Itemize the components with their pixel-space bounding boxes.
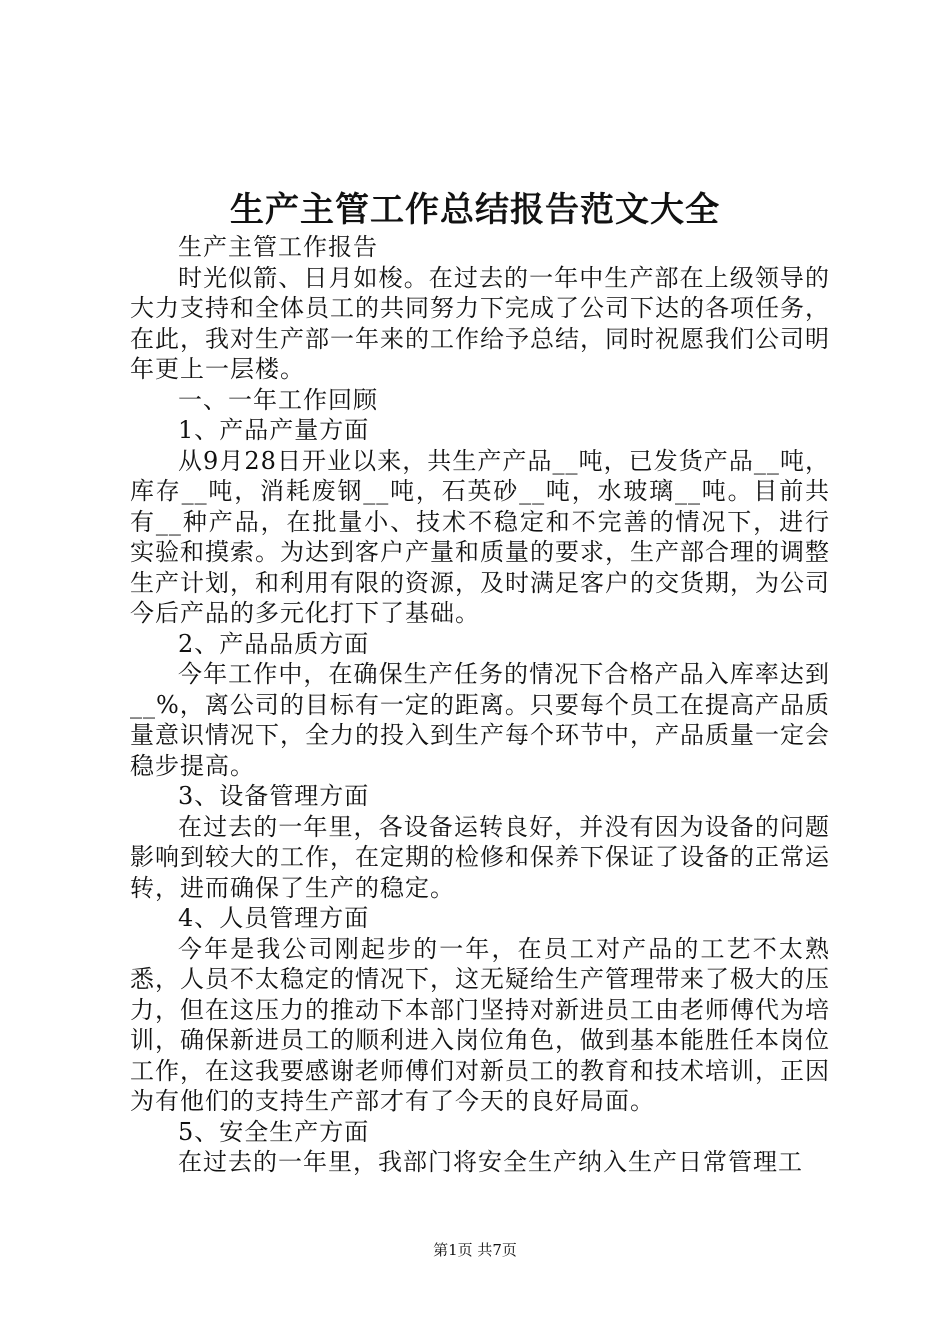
- page-footer: 第1页 共7页: [433, 1241, 517, 1259]
- paragraph-intro: 时光似箭、日月如梭。在过去的一年中生产部在上级领导的大力支持和全体员工的共同努力下完成了公司下达的各项任务，在此，我对生产部一年来的工作给予总结，同时祝愿我们公司明年更上一层楼。: [130, 263, 830, 383]
- paragraph-safety: 在过去的一年里，我部门将安全生产纳入生产日常管理工: [178, 1148, 803, 1176]
- paragraph-quality: 今年工作中，在确保生产任务的情况下合格产品入库率达到__%，离公司的目标有一定的距离。只要每个员工在提高产品质量意识情况下，全力的投入到生产每个环节中，产品质量一定会稳步提高。: [130, 660, 830, 780]
- paragraph-output: 从9月28日开业以来，共生产产品__吨，已发货产品__吨，库存__吨，消耗废钢__吨，石英砂__吨，水玻璃__吨。目前共有__种产品，在批量小、技术不稳定和不完善的情况下，进行实验和摸索。为达到客户产量和质量的要求，生产部合理的调整生产计划，和利用有限的资源，及时满足客户的交货期，为公司今后产品的多元化打下了基础。: [130, 446, 830, 627]
- section-heading-review: 一、一年工作回顾: [178, 385, 378, 414]
- subsection-heading-equipment: 3、设备管理方面: [178, 782, 370, 810]
- document-title: 生产主管工作总结报告范文大全: [230, 190, 720, 230]
- paragraph-equipment: 在过去的一年里，各设备运转良好，并没有因为设备的问题影响到较大的工作，在定期的检修和保养下保证了设备的正常运转，进而确保了生产的稳定。: [130, 812, 830, 902]
- subsection-heading-safety: 5、安全生产方面: [178, 1117, 370, 1146]
- paragraph-report-heading: 生产主管工作报告: [178, 233, 378, 261]
- subsection-heading-personnel: 4、人员管理方面: [178, 904, 370, 932]
- paragraph-personnel: 今年是我公司刚起步的一年，在员工对产品的工艺不太熟悉，人员不太稳定的情况下，这无疑给生产管理带来了极大的压力，但在这压力的推动下本部门坚持对新进员工由老师傅代为培训，确保新进员工的顺利进入岗位角色，做到基本能胜任本岗位工作，在这我要感谢老师傅们对新员工的教育和技术培训，正因为有他们的支持生产部才有了今天的良好局面。: [130, 934, 830, 1115]
- subsection-heading-quality: 2、产品品质方面: [178, 629, 370, 658]
- document-body: [130, 232, 830, 1178]
- subsection-heading-output: 1、产品产量方面: [178, 416, 370, 444]
